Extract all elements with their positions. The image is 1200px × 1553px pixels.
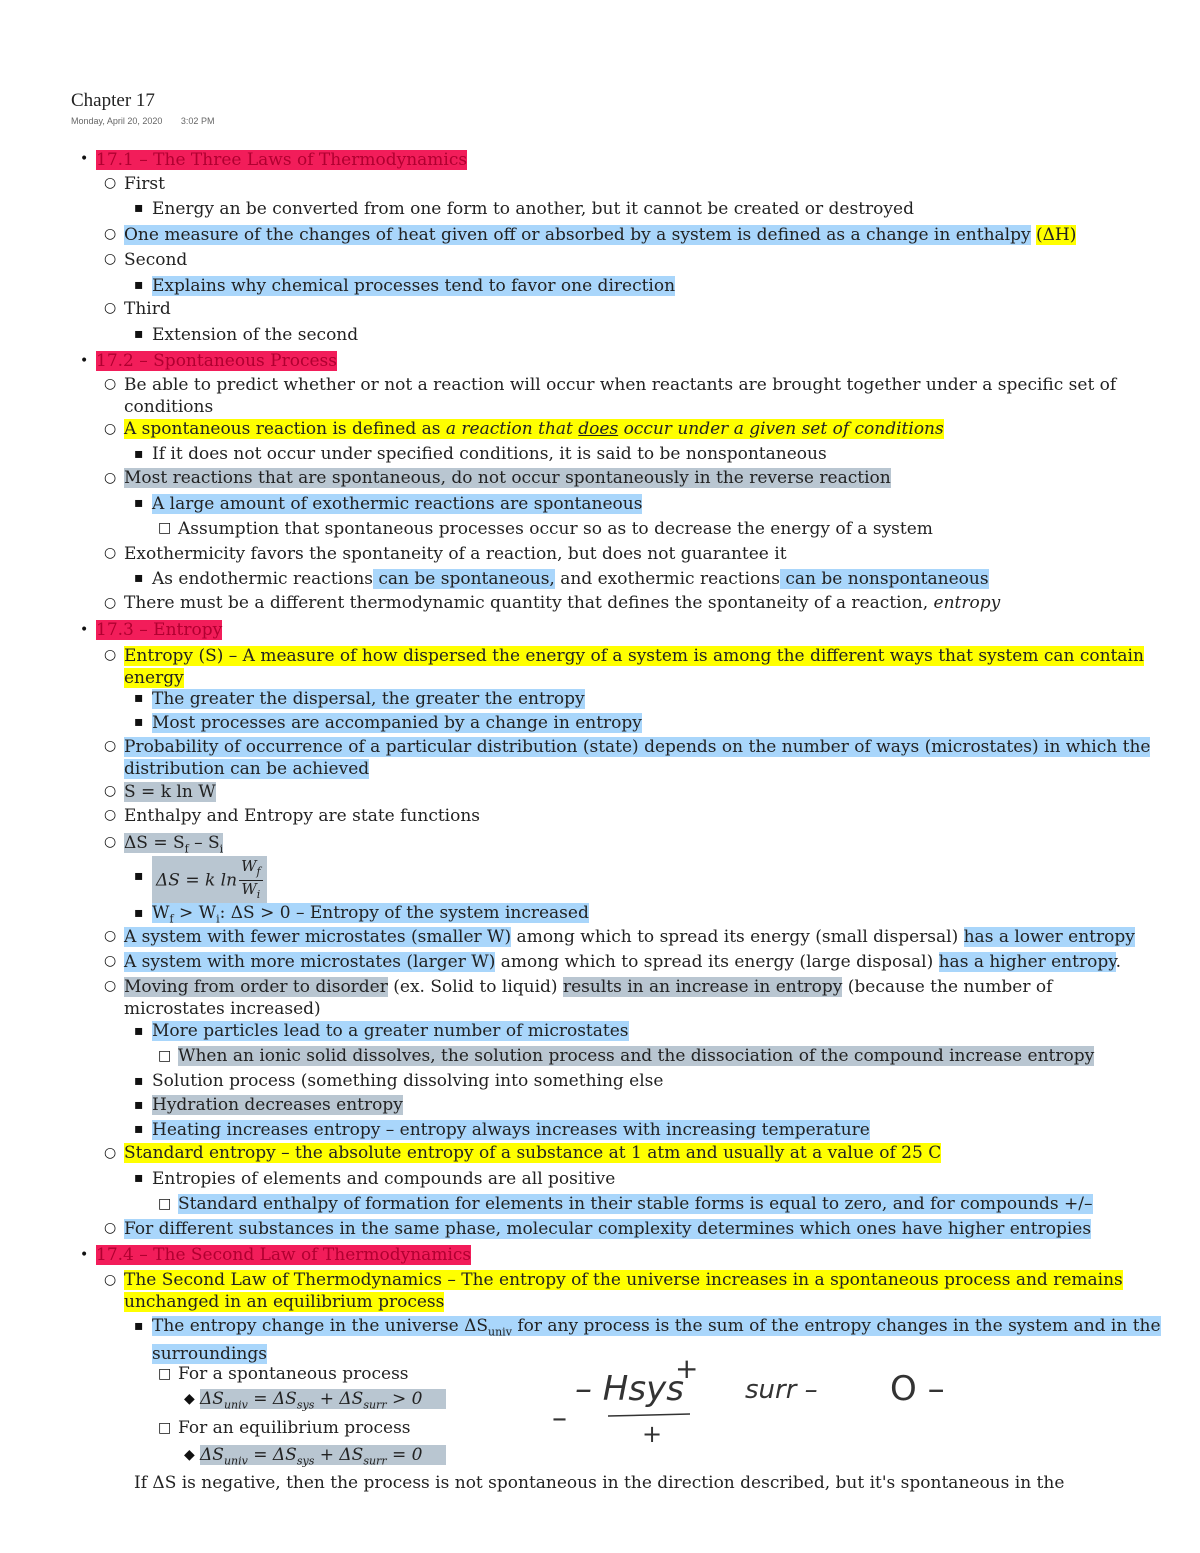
bullet-level1: • <box>80 622 89 638</box>
page-meta <box>71 116 230 126</box>
bullet-level2: ○ <box>104 376 117 392</box>
entropy-intro: There must be a different thermodynamic quantity that defines the spontaneity of a reaction, entropy <box>124 593 1001 613</box>
bullet-level2: ○ <box>104 834 117 850</box>
bullet-level3: ▪ <box>134 1121 144 1137</box>
bullet-level2: ○ <box>104 807 117 823</box>
page-date: Monday, April 20, 2020 <box>71 116 163 126</box>
spontaneous-equation: $\Delta S_{univ} = \Delta S_{sys} + \Delta S_{surr} > 0$ <box>200 1388 446 1416</box>
bullet-level3: ▪ <box>134 1023 144 1039</box>
predict-reaction: Be able to predict whether or not a reaction will occur when reactants are brought together under a specific set of conditions <box>124 375 1117 417</box>
bullet-level2: ○ <box>104 421 117 437</box>
bullet-level2: ○ <box>104 545 117 561</box>
heading-17-4: 17.4 – The Second Law of Thermodynamics <box>96 1245 472 1265</box>
bullet-level3: ▪ <box>134 495 144 511</box>
page-time: 3:02 PM <box>180 116 215 126</box>
bullet-level4: □ <box>158 1420 172 1436</box>
exothermic-note: A large amount of exothermic reactions are spontaneous <box>152 494 643 514</box>
bullet-level4: □ <box>158 520 172 536</box>
bullet-level2: ○ <box>104 953 117 969</box>
bullet-level3: ▪ <box>134 868 144 884</box>
order-disorder-note: Moving from order to disorder (ex. Solid to liquid) results in an increase in entropy (because the number of microstates increased) <box>124 977 1053 1019</box>
enthalpy-definition: One measure of the changes of heat given off or absorbed by a system is defined as a change in enthalpy (ΔH) <box>124 225 1077 245</box>
bullet-level2: ○ <box>104 470 117 486</box>
heading-17-2: 17.2 – Spontaneous Process <box>96 351 337 371</box>
bullet-level3: ▪ <box>134 714 144 730</box>
endothermic-note: As endothermic reactions can be spontaneous, and exothermic reactions can be nonspontaneous <box>152 569 989 589</box>
enthalpy-formation-note: Standard enthalpy of formation for elements in their stable forms is equal to zero, and for compounds +/– <box>178 1194 1093 1214</box>
bullet-level2: ○ <box>104 300 117 316</box>
entropy-increase-condition: $W_f > W_i$: ΔS > 0 – Entropy of the system increased <box>152 903 589 926</box>
hw-minus-left: – <box>552 1401 567 1436</box>
bullet-level3: ▪ <box>134 690 144 706</box>
universe-entropy-note: The entropy change in the universe $\Delta S_{univ}$ for any process is the sum of the entropy changes in the system and in the surroundings <box>152 1316 1161 1365</box>
law-second: Second <box>124 250 188 270</box>
hw-fraction-bar <box>608 1414 690 1416</box>
particles-note: More particles lead to a greater number of microstates <box>152 1021 629 1041</box>
delta-s-ln-equation: ΔS = k ln $\frac{W_f}{W_i}$ <box>152 856 267 905</box>
hw-zero: O – <box>890 1369 945 1409</box>
cut-off-line: If ΔS is negative, then the process is not spontaneous in the direction described, but it's spontaneous in the <box>134 1473 1065 1493</box>
bullet-level2: ○ <box>104 595 117 611</box>
bullet-level3: ▪ <box>134 1170 144 1186</box>
molecular-complexity-note: For different substances in the same phase, molecular complexity determines which ones have higher entropies <box>124 1219 1092 1239</box>
bullet-level3: ▪ <box>134 1073 144 1089</box>
hw-plus-bottom: + <box>642 1420 663 1448</box>
spontaneous-process-label: For a spontaneous process <box>178 1364 409 1384</box>
law-second-detail: Explains why chemical processes tend to favor one direction <box>152 276 676 296</box>
heading-17-3: 17.3 – Entropy <box>96 620 223 640</box>
fewer-microstates-note: A system with fewer microstates (smaller W) among which to spread its energy (small dispersal) has a lower entropy <box>124 927 1135 947</box>
handwritten-annotation <box>550 1350 990 1450</box>
dispersal-note: The greater the dispersal, the greater the entropy <box>152 689 585 709</box>
bullet-level2: ○ <box>104 1220 117 1236</box>
bullet-level2: ○ <box>104 647 117 663</box>
bullet-level1: • <box>80 1247 89 1263</box>
state-functions-note: Enthalpy and Entropy are state functions <box>124 806 481 826</box>
bullet-level3: ▪ <box>134 200 144 216</box>
bullet-level4: □ <box>158 1048 172 1064</box>
bullet-level3: ▪ <box>134 277 144 293</box>
bullet-level3: ▪ <box>134 1097 144 1113</box>
spontaneous-definition: A spontaneous reaction is defined as a reaction that does occur under a given set of conditions <box>124 419 944 439</box>
standard-entropy-note: Standard entropy – the absolute entropy of a substance at 1 atm and usually at a value of 25 C <box>124 1143 942 1163</box>
hw-plus-top: + <box>675 1352 699 1385</box>
bullet-level4: □ <box>158 1366 172 1382</box>
heading-17-1: 17.1 – The Three Laws of Thermodynamics <box>96 150 468 170</box>
bullet-level2: ○ <box>104 783 117 799</box>
ratio-fraction: $\frac{W_f}{W_i}$ <box>241 857 261 901</box>
bullet-level2: ○ <box>104 226 117 242</box>
second-law-statement: The Second Law of Thermodynamics – The entropy of the universe increases in a spontaneous process and remains unchanged in an equilibrium process <box>124 1270 1123 1312</box>
reverse-reaction: Most reactions that are spontaneous, do not occur spontaneously in the reverse reaction <box>124 468 891 488</box>
exothermicity-note: Exothermicity favors the spontaneity of a reaction, but does not guarantee it <box>124 544 787 564</box>
equilibrium-equation: $\Delta S_{univ} = \Delta S_{sys} + \Delta S_{surr} = 0$ <box>200 1444 446 1472</box>
bullet-level2: ○ <box>104 928 117 944</box>
bullet-level2: ○ <box>104 978 117 994</box>
law-first-detail: Energy an be converted from one form to another, but it cannot be created or destroyed <box>152 199 914 219</box>
bullet-level2: ○ <box>104 175 117 191</box>
bullet-level2: ○ <box>104 1272 117 1288</box>
positive-entropies-note: Entropies of elements and compounds are all positive <box>152 1169 616 1189</box>
bullet-level3: ▪ <box>134 446 144 462</box>
bullet-level5: ◆ <box>184 1447 195 1463</box>
equilibrium-process-label: For an equilibrium process <box>178 1418 411 1438</box>
bullet-level1: • <box>80 151 89 167</box>
law-first: First <box>124 174 165 194</box>
solution-process-note: Solution process (something dissolving into something else <box>152 1071 664 1091</box>
bullet-level4: □ <box>158 1196 172 1212</box>
entropy-definition: Entropy (S) – A measure of how dispersed the energy of a system is among the different ways that system can contain energy <box>124 646 1144 688</box>
hydration-note: Hydration decreases entropy <box>152 1095 403 1115</box>
hw-surr: surr – <box>745 1375 818 1405</box>
bullet-level3: ▪ <box>134 905 144 921</box>
bullet-level2: ○ <box>104 1145 117 1161</box>
probability-note: Probability of occurrence of a particular distribution (state) depends on the number of ways (microstates) in which the distribution can be achieved <box>124 737 1151 779</box>
ionic-solid-note: When an ionic solid dissolves, the solution process and the dissociation of the compound increase entropy <box>178 1046 1095 1066</box>
bullet-level2: ○ <box>104 251 117 267</box>
bullet-level5: ◆ <box>184 1391 195 1407</box>
assumption-note: Assumption that spontaneous processes occur so as to decrease the energy of a system <box>178 519 933 539</box>
bullet-level2: ○ <box>104 738 117 754</box>
bullet-level1: • <box>80 353 89 369</box>
nonspontaneous-note: If it does not occur under specified conditions, it is said to be nonspontaneous <box>152 444 827 464</box>
hw-hsys: – Hsys <box>575 1369 684 1409</box>
process-entropy-note: Most processes are accompanied by a change in entropy <box>152 713 642 733</box>
bullet-level3: ▪ <box>134 326 144 342</box>
page-title: Chapter 17 <box>71 90 155 111</box>
law-third-detail: Extension of the second <box>152 325 359 345</box>
delta-s-equation: $\Delta S = S_f - S_i$ <box>124 833 224 856</box>
bullet-level3: ▪ <box>134 1318 144 1334</box>
law-third: Third <box>124 299 171 319</box>
boltzmann-equation: S = k ln W <box>124 782 216 802</box>
heating-note: Heating increases entropy – entropy always increases with increasing temperature <box>152 1120 870 1140</box>
bullet-level3: ▪ <box>134 570 144 586</box>
more-microstates-note: A system with more microstates (larger W) among which to spread its energy (large disposal) has a higher entropy. <box>124 952 1122 972</box>
